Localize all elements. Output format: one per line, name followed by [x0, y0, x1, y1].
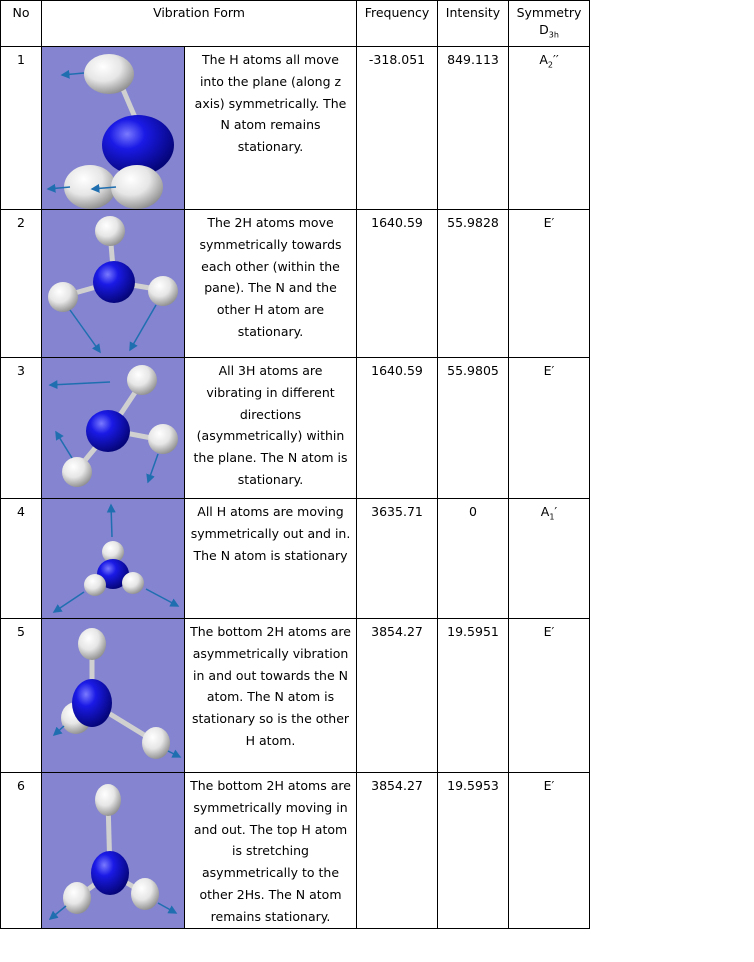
header-point-group: $D_{3h}$ — [539, 22, 559, 40]
molecule-mode-4-icon — [42, 499, 185, 618]
row-intensity: 19.5951 — [438, 619, 509, 773]
row-no: 3 — [1, 358, 42, 499]
row-intensity: 55.9828 — [438, 210, 509, 358]
row-description: All H atoms are moving symmetrically out and in. The N atom is stationary — [185, 499, 357, 619]
row-symmetry: E′ — [509, 773, 590, 929]
row-description: The 2H atoms move symmetrically towards each other (within the pane). The N and the other H atom are stationary. — [185, 210, 357, 358]
row-no: 4 — [1, 499, 42, 619]
row-description: The H atoms all move into the plane (along z axis) symmetrically. The N atom remains stationary. — [185, 47, 357, 210]
table-row — [1, 619, 590, 773]
row-no: 6 — [1, 773, 42, 929]
row-intensity: 19.5953 — [438, 773, 509, 929]
header-intensity: Intensity — [438, 1, 509, 47]
row-no: 1 — [1, 47, 42, 210]
molecule-image — [42, 773, 185, 929]
header-no: No — [1, 1, 42, 47]
table-row — [1, 773, 590, 929]
header-frequency: Frequency — [357, 1, 438, 47]
row-frequency: -318.051 — [357, 47, 438, 210]
row-symmetry: E′ — [509, 210, 590, 358]
header-row — [1, 1, 590, 47]
row-frequency: 1640.59 — [357, 358, 438, 499]
molecule-mode-6-icon — [42, 773, 185, 926]
row-description: The bottom 2H atoms are asymmetrically vibration in and out towards the N atom. The N atom is stationary so is the other H atom. — [185, 619, 357, 773]
row-no: 5 — [1, 619, 42, 773]
table-row — [1, 499, 590, 619]
row-symmetry: $A_1'$ — [509, 499, 590, 619]
molecule-image — [42, 358, 185, 499]
header-symmetry-label: Symmetry — [516, 5, 582, 20]
header-vibration-form: Vibration Form — [42, 1, 357, 47]
molecule-image — [42, 619, 185, 773]
table-row — [1, 358, 590, 499]
table-row — [1, 210, 590, 358]
header-symmetry — [509, 1, 590, 47]
row-symmetry: E′ — [509, 358, 590, 499]
molecule-image — [42, 210, 185, 358]
molecule-mode-3-icon — [42, 358, 185, 498]
table-row — [1, 47, 590, 210]
row-frequency: 1640.59 — [357, 210, 438, 358]
row-intensity: 55.9805 — [438, 358, 509, 499]
molecule-mode-1-icon — [42, 47, 185, 209]
row-intensity: 849.113 — [438, 47, 509, 210]
molecule-image — [42, 47, 185, 210]
row-frequency: 3854.27 — [357, 619, 438, 773]
molecule-mode-5-icon — [42, 619, 185, 772]
molecule-image — [42, 499, 185, 619]
row-description: All 3H atoms are vibrating in different directions (asymmetrically) within the plane. The N atom is stationary. — [185, 358, 357, 499]
row-frequency: 3635.71 — [357, 499, 438, 619]
row-symmetry: $A_2''$ — [509, 47, 590, 210]
molecule-mode-2-icon — [42, 210, 185, 357]
row-no: 2 — [1, 210, 42, 358]
row-intensity: 0 — [438, 499, 509, 619]
row-symmetry: E′ — [509, 619, 590, 773]
row-frequency: 3854.27 — [357, 773, 438, 929]
row-description: The bottom 2H atoms are symmetrically moving in and out. The top H atom is stretching asymmetrically to the other 2Hs. The N atom remains stationary. — [185, 773, 357, 929]
